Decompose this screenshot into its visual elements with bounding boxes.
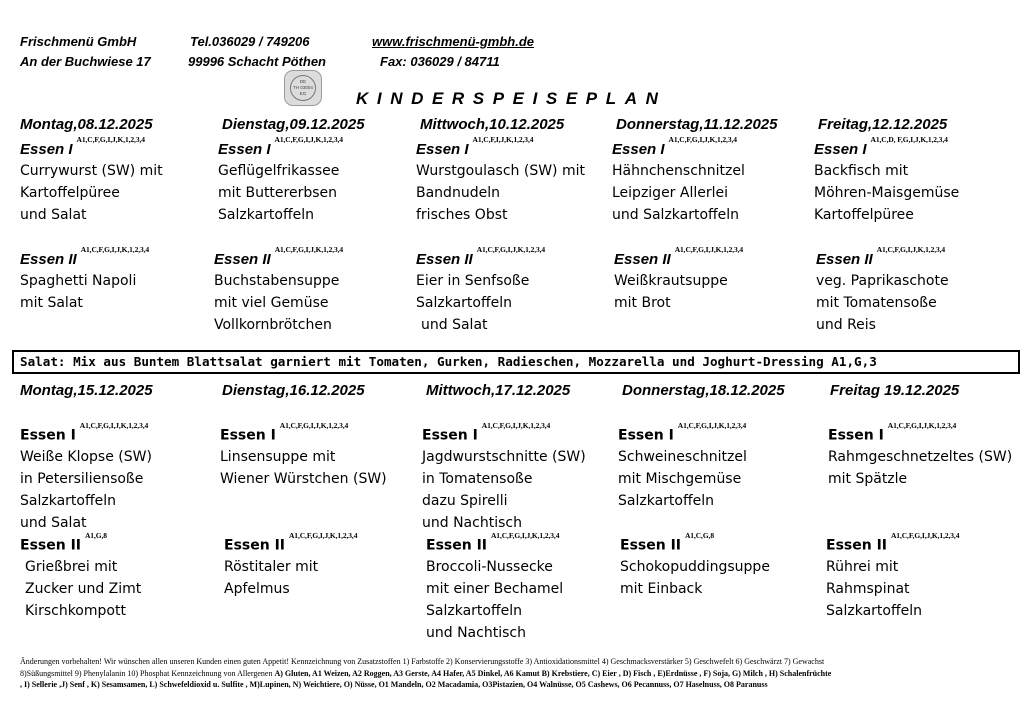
week1-day2-essen-2-line: mit viel Gemüse [214, 295, 329, 311]
week1-day5-essen-2-line: mit Tomatensoße [816, 295, 937, 311]
week2-day1-essen-2-label: Essen II [20, 537, 81, 554]
footer-line-additives: Änderungen vorbehalten! Wir wünschen allen unseren Kunden einen guten Appetit! Kennzeichnung von Zusatzstoffen 1) Farbstoffe 2) Konservierungsstoffe 3) Antioxidationsmittel 4) Geschmacksverstärker 5) Geschwefelt 6) Geschwärzt 7) Gewachst [20, 657, 825, 666]
week2-day4-essen-1 [618, 422, 747, 512]
company-city: 99996 Schacht Pöthen [188, 54, 326, 69]
week2-day2-essen-2-label: Essen II [224, 537, 285, 554]
week1-day3-essen-2-heading [416, 246, 545, 270]
week1-day5-essen-1-allergens: A1,C,D, F,G,I,J,K,1,2,3,4 [870, 135, 948, 144]
week2-day3-essen-2 [426, 532, 563, 644]
week1-day3-essen-2-line: Eier in Senfsoße [416, 273, 530, 289]
week1-day-heading: Mittwoch,10.12.2025 [420, 116, 565, 133]
week2-day5-essen-1 [828, 422, 1012, 490]
week2-day4-essen-1-allergens: A1,C,F,G,I,J,K,1,2,3,4 [677, 421, 747, 430]
week2-day5-essen-2 [826, 532, 959, 622]
week1-day4-essen-2-allergens: A1,C,F,G,I,J,K,1,2,3,4 [674, 245, 744, 254]
footer-legend [20, 656, 1020, 691]
week2-day-heading: Donnerstag,18.12.2025 [622, 382, 785, 399]
week2-day1-essen-2-heading [20, 532, 141, 556]
week2-day-heading: Montag,15.12.2025 [20, 382, 153, 399]
week2-day1-essen-2-line: Kirschkompott [25, 602, 126, 619]
week2-day-heading: Dienstag,16.12.2025 [222, 382, 365, 399]
week1-day3-essen-1-line: Bandnudeln [416, 185, 500, 201]
week1-day5-essen-2-label: Essen II [816, 251, 873, 268]
week2-day2-essen-2-heading [224, 532, 357, 556]
week2-day5-essen-2-line: Rührei mit [826, 558, 899, 575]
week1-day4-essen-2-line: mit Brot [614, 295, 671, 311]
week2-day5-essen-1-heading [828, 422, 1012, 446]
week2-day4-essen-1-line: mit Mischgemüse [618, 470, 742, 487]
week1-day-heading: Montag,08.12.2025 [20, 116, 153, 133]
week1-day5-essen-1-heading [814, 136, 959, 160]
week2-day1-essen-1-allergens: A1,C,F,G,I,J,K,1,2,3,4 [79, 421, 149, 430]
week2-day2-essen-1 [220, 422, 387, 490]
week1-day1-essen-2 [20, 246, 149, 314]
week1-day3-essen-1-line: frisches Obst [416, 207, 508, 223]
week2-day2-essen-2-line: Röstitaler mit [224, 558, 319, 575]
footer-line-allergens-2: , I) Sellerie ,J) Senf , K) Sesamsamen, L) Schwefeldioxid u. Sulfite , M)Lupinen, N) Weichtiere, O) Nüsse, O1 Mandeln, O2 Macadamia, O3Pistazien, O4 Walnüsse, O5 Cashews, O6 Pecannuss, O7 Haselnuss, O8 Paranuss [20, 680, 768, 689]
week1-day-heading: Freitag,12.12.2025 [818, 116, 948, 133]
week2-day-heading: Mittwoch,17.12.2025 [426, 382, 571, 399]
week1-day1-essen-2-line: mit Salat [20, 295, 83, 311]
week2-day3-essen-2-label: Essen II [426, 537, 487, 554]
week2-day1-essen-1-line: und Salat [20, 514, 87, 531]
website-link[interactable]: www.frischmenü-gmbh.de [372, 34, 535, 49]
week2-day4-essen-1-line: Salzkartoffeln [618, 492, 714, 509]
week1-day5-essen-1-line: Backfisch mit [814, 163, 909, 179]
week2-day1-essen-2-line: Zucker und Zimt [25, 580, 142, 597]
fax-number: Fax: 036029 / 84711 [380, 54, 500, 69]
week1-day2-essen-2 [214, 246, 343, 336]
week1-day3-essen-1-line: Wurstgoulasch (SW) mit [416, 163, 585, 179]
week2-day2-essen-1-heading [220, 422, 387, 446]
week1-day2-essen-1-allergens: A1,C,F,G,I,J,K,1,2,3,4 [274, 135, 343, 144]
week2-day5-essen-1-allergens: A1,C,F,G,I,J,K,1,2,3,4 [887, 421, 957, 430]
week1-day3-essen-2-line: und Salat [421, 317, 488, 333]
week2-day3-essen-2-line: und Nachtisch [426, 624, 526, 641]
week1-day1-essen-1-line: und Salat [20, 207, 87, 223]
week1-day5-essen-2-allergens: A1,C,F,G,I,J,K,1,2,3,4 [876, 245, 946, 254]
week1-day1-essen-2-label: Essen II [20, 251, 77, 268]
week1-day3-essen-2-allergens: A1,C,F,G,I,J,K,1,2,3,4 [476, 245, 546, 254]
week1-day4-essen-1-line: Hähnchenschnitzel [612, 163, 745, 179]
company-name: Frischmenü GmbH [20, 34, 137, 49]
week1-day5-essen-2-heading [816, 246, 949, 270]
week2-day4-essen-2 [620, 532, 770, 600]
week1-day4-essen-1-line: und Salzkartoffeln [612, 207, 740, 223]
week2-day5-essen-1-line: Rahmgeschnetzeltes (SW) [828, 448, 1013, 465]
week2-day3-essen-2-line: Broccoli-Nussecke [426, 558, 553, 575]
week2-day1-essen-2-allergens: A1,G,8 [84, 531, 107, 540]
week1-day4-essen-1-allergens: A1,C,F,G,I,J,K,1,2,3,4 [668, 135, 737, 144]
week2-day1-essen-1 [20, 422, 152, 534]
week2-day3-essen-1-allergens: A1,C,F,G,I,J,K,1,2,3,4 [481, 421, 551, 430]
week1-day3-essen-2-label: Essen II [416, 251, 473, 268]
week2-day5-essen-2-label: Essen II [826, 537, 887, 554]
week2-day4-essen-2-heading [620, 532, 770, 556]
week1-day2-essen-1-line: Salzkartoffeln [218, 207, 314, 223]
week1-day3-essen-1-heading [416, 136, 585, 160]
week1-day3-essen-1-label: Essen I [416, 141, 469, 158]
week2-day4-essen-1-label: Essen I [618, 427, 674, 444]
week2-day4-essen-2-allergens: A1,C,G,8 [684, 531, 714, 540]
week2-day2-essen-1-label: Essen I [220, 427, 276, 444]
week2-day1-essen-2 [20, 532, 141, 622]
week2-day2-essen-1-line: Linsensuppe mit [220, 448, 336, 465]
week2-day3-essen-1-line: Jagdwurstschnitte (SW) [422, 448, 586, 465]
week2-day1-essen-1-label: Essen I [20, 427, 76, 444]
week2-day5-essen-2-line: Rahmspinat [826, 580, 910, 597]
week1-day1-essen-2-allergens: A1,C,F,G,I,J,K,1,2,3,4 [80, 245, 150, 254]
salat-banner: Salat: Mix aus Buntem Blattsalat garniert mit Tomaten, Gurken, Radieschen, Mozzarella und Joghurt-Dressing A1,G,3 [12, 350, 1020, 374]
week1-day1-essen-1-allergens: A1,C,F,G,I,J,K,1,2,3,4 [76, 135, 145, 144]
week2-day5-essen-1-label: Essen I [828, 427, 884, 444]
week2-day3-essen-1 [422, 422, 586, 534]
week2-day4-essen-1-line: Schweineschnitzel [618, 448, 747, 465]
week2-day3-essen-2-allergens: A1,C,F,G,I,J,K,1,2,3,4 [490, 531, 560, 540]
week1-day5-essen-1-line: Möhren-Maisgemüse [814, 185, 960, 201]
week1-day4-essen-2-line: Weißkrautsuppe [614, 273, 728, 289]
week1-day3-essen-2 [416, 246, 545, 336]
week1-day2-essen-1-line: Geflügelfrikassee [218, 163, 340, 179]
week2-day1-essen-2-line: Grießbrei mit [25, 558, 118, 575]
week1-day2-essen-2-label: Essen II [214, 251, 271, 268]
week2-day3-essen-2-heading [426, 532, 563, 556]
week1-day2-essen-2-line: Buchstabensuppe [214, 273, 340, 289]
week2-day2-essen-1-allergens: A1,C,F,G,I,J,K,1,2,3,4 [279, 421, 349, 430]
week2-day5-essen-2-allergens: A1,C,F,G,I,J,K,1,2,3,4 [890, 531, 960, 540]
week1-day5-essen-2-line: und Reis [816, 317, 876, 333]
week1-day2-essen-1 [218, 136, 343, 226]
week2-day3-essen-1-line: dazu Spirelli [422, 492, 508, 509]
footer-line-allergens: 8)Süßungsmittel 9) Phenylalanin 10) Phosphat Kennzeichnung von Allergenen A) Gluten, A1 Weizen, A2 Roggen, A3 Gerste, A4 Hafer, A5 Dinkel, A6 Kamut B) Krebstiere, C) Eier , D) Fisch , E)Erdnüsse , F) Soja, G) Milch , H) Schalenfrüchte [20, 668, 832, 678]
week1-day4-essen-2-label: Essen II [614, 251, 671, 268]
week1-day5-essen-2-line: veg. Paprikaschote [816, 273, 949, 289]
week1-day4-essen-2 [614, 246, 743, 314]
week1-day1-essen-2-line: Spaghetti Napoli [20, 273, 137, 289]
week1-day3-essen-1 [416, 136, 585, 226]
phone-number: Tel.036029 / 749206 [190, 34, 310, 49]
week1-day4-essen-1-line: Leipziger Allerlei [612, 185, 729, 201]
week1-day5-essen-1-label: Essen I [814, 141, 867, 158]
week2-day2-essen-2 [224, 532, 357, 600]
week1-day2-essen-1-line: mit Buttererbsen [218, 185, 338, 201]
week2-day1-essen-1-line: Salzkartoffeln [20, 492, 116, 509]
week2-day2-essen-2-allergens: A1,C,F,G,I,J,K,1,2,3,4 [288, 531, 358, 540]
week1-day-heading: Dienstag,09.12.2025 [222, 116, 365, 133]
week1-day4-essen-1-heading [612, 136, 745, 160]
week2-day1-essen-1-heading [20, 422, 152, 446]
week1-day4-essen-1-label: Essen I [612, 141, 665, 158]
week1-day5-essen-2 [816, 246, 949, 336]
week1-day1-essen-1-line: Currywurst (SW) mit [20, 163, 163, 179]
week2-day3-essen-1-line: und Nachtisch [422, 514, 522, 531]
week2-day4-essen-2-line: mit Einback [620, 580, 703, 597]
week1-day2-essen-2-heading [214, 246, 343, 270]
week1-day1-essen-1-heading [20, 136, 163, 160]
week2-day3-essen-1-line: in Tomatensoße [422, 470, 533, 487]
week2-day5-essen-2-heading [826, 532, 959, 556]
week1-day1-essen-1 [20, 136, 163, 226]
week1-day4-essen-1 [612, 136, 745, 226]
week1-day3-essen-1-allergens: A1,C,F,I,J,K,1,2,3,4 [472, 135, 534, 144]
week1-day1-essen-2-heading [20, 246, 149, 270]
week2-day1-essen-1-line: in Petersiliensoße [20, 470, 144, 487]
week1-day2-essen-2-allergens: A1,C,F,G,I,J,K,1,2,3,4 [274, 245, 344, 254]
week2-day5-essen-1-line: mit Spätzle [828, 470, 908, 487]
week1-day4-essen-2-heading [614, 246, 743, 270]
week2-day3-essen-1-heading [422, 422, 586, 446]
week2-day4-essen-1-heading [618, 422, 747, 446]
week1-day5-essen-1-line: Kartoffelpüree [814, 207, 914, 223]
week1-day1-essen-1-line: Kartoffelpüree [20, 185, 120, 201]
week1-day2-essen-1-label: Essen I [218, 141, 271, 158]
eg-seal-stamp: DE TH 03004 EG [284, 70, 322, 106]
week2-day2-essen-1-line: Wiener Würstchen (SW) [220, 470, 387, 487]
week1-day1-essen-1-label: Essen I [20, 141, 73, 158]
week2-day4-essen-2-label: Essen II [620, 537, 681, 554]
week2-day5-essen-2-line: Salzkartoffeln [826, 602, 922, 619]
week2-day1-essen-1-line: Weiße Klopse (SW) [20, 448, 152, 465]
week2-day4-essen-2-line: Schokopuddingsuppe [620, 558, 770, 575]
week2-day3-essen-2-line: Salzkartoffeln [426, 602, 522, 619]
week2-day3-essen-2-line: mit einer Bechamel [426, 580, 564, 597]
week1-day-heading: Donnerstag,11.12.2025 [616, 116, 778, 133]
week1-day5-essen-1 [814, 136, 959, 226]
company-address: An der Buchwiese 17 [20, 54, 151, 69]
week1-day2-essen-2-line: Vollkornbrötchen [214, 317, 332, 333]
week1-day2-essen-1-heading [218, 136, 343, 160]
week2-day-heading: Freitag 19.12.2025 [830, 382, 960, 399]
page-title: KINDERSPEISEPLAN [356, 89, 667, 108]
week2-day3-essen-1-label: Essen I [422, 427, 478, 444]
week1-day3-essen-2-line: Salzkartoffeln [416, 295, 512, 311]
week2-day2-essen-2-line: Apfelmus [224, 580, 290, 597]
